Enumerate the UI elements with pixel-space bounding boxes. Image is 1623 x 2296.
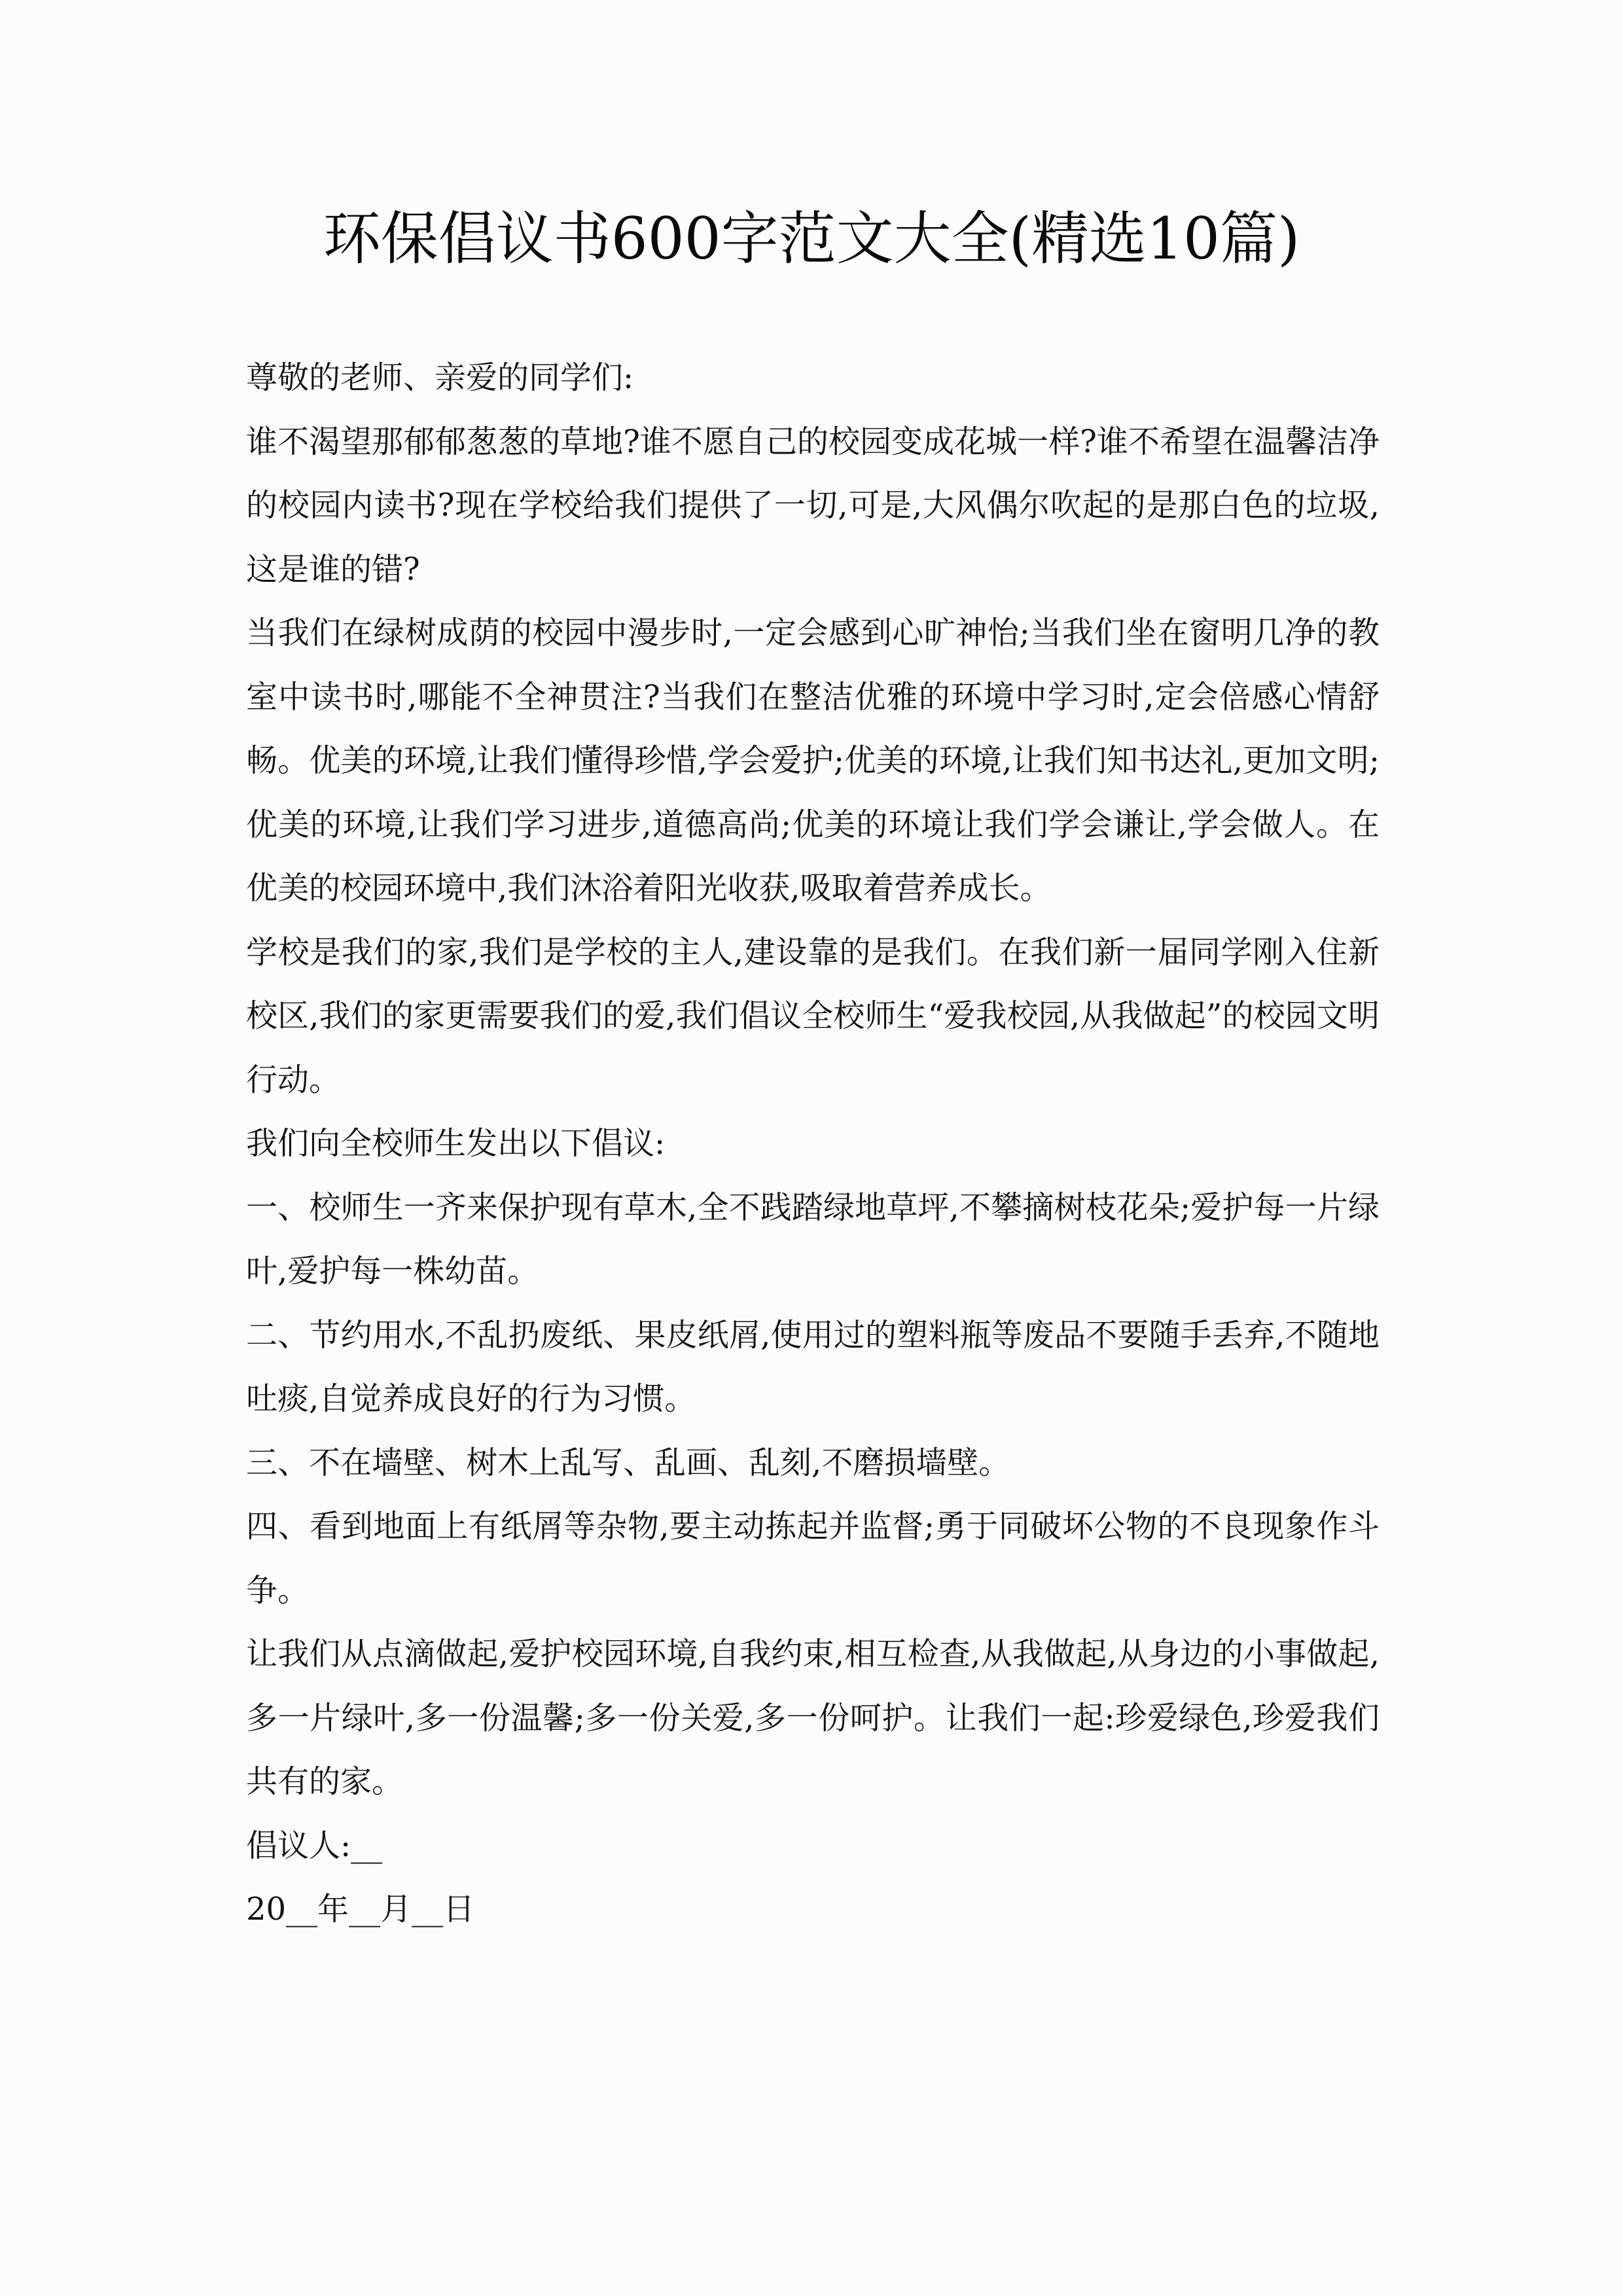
proposal-item-1: 一、校师生一齐来保护现有草木,全不践踏绿地草坪,不攀摘树枝花朵;爱护每一片绿叶,爱护每一株幼苗。: [246, 1189, 1380, 1289]
document-body: [246, 346, 1380, 1942]
proposal-item-3: 三、不在墙壁、树木上乱写、乱画、乱刻,不磨损墙壁。: [246, 1444, 1010, 1481]
document-title: 环保倡议书600字范文大全(精选10篇): [323, 205, 1300, 272]
paragraph-beautiful-environment: 当我们在绿树成荫的校园中漫步时,一定会感到心旷神怡;当我们坐在窗明几净的教室中读书时,哪能不全神贯注?当我们在整洁优雅的环境中学习时,定会倍感心情舒畅。优美的环境,让我们懂得珍惜,学会爱护;优美的环境,让我们知书达礼,更加文明;优美的环境,让我们学习进步,道德高尚;优美的环境让我们学会谦让,学会做人。在优美的校园环境中,我们沐浴着阳光收获,吸取着营养成长。: [246, 615, 1380, 906]
proposal-item-2: 二、节约用水,不乱扔废纸、果皮纸屑,使用过的塑料瓶等废品不要随手丢弃,不随地吐痰,自觉养成良好的行为习惯。: [246, 1316, 1380, 1417]
proposal-item-4: 四、看到地面上有纸屑等杂物,要主动拣起并监督;勇于同破坏公物的不良现象作斗争。: [246, 1508, 1380, 1609]
salutation: 尊敬的老师、亲爱的同学们:: [246, 359, 634, 396]
paragraph-intro-questions: 谁不渴望那郁郁葱葱的草地?谁不愿自己的校园变成花城一样?谁不希望在温馨洁净的校园内读书?现在学校给我们提供了一切,可是,大风偶尔吹起的是那白色的垃圾,这是谁的错?: [246, 423, 1380, 588]
paragraph-closing: 让我们从点滴做起,爱护校园环境,自我约束,相互检查,从我做起,从身边的小事做起,多一片绿叶,多一份温馨;多一份关爱,多一份呵护。让我们一起:珍爱绿色,珍爱我们共有的家。: [246, 1636, 1380, 1800]
paragraph-school-is-home: 学校是我们的家,我们是学校的主人,建设靠的是我们。在我们新一届同学刚入住新校区,我们的家更需要我们的爱,我们倡议全校师生“爱我校园,从我做起”的校园文明行动。: [246, 933, 1380, 1098]
paragraph-proposal-intro: 我们向全校师生发出以下倡议:: [246, 1125, 666, 1162]
proposer-signature: 倡议人:__: [246, 1827, 383, 1864]
date-line: 20__年__月__日: [246, 1891, 475, 1928]
